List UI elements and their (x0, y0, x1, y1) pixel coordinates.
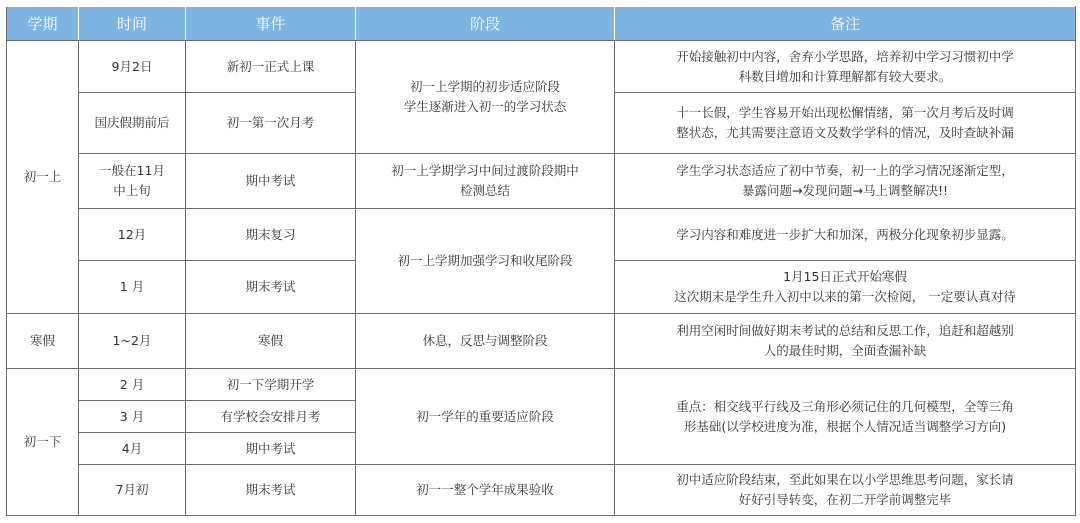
table-row (7, 369, 1076, 401)
time-cell: 1 月 (79, 261, 186, 314)
table-row (7, 154, 1076, 209)
note-line: 形基础(以学校进度为准，根据个人情况适当调整学习方向) (683, 418, 1007, 434)
note-line: 1月15日正式开始寒假 (783, 269, 907, 284)
stage-line: 学生逐渐进入初一的学习状态 (403, 99, 567, 114)
table-row (7, 465, 1076, 516)
header-note: 备注 (615, 7, 1076, 41)
stage-cell: 初一上学期加强学习和收尾阶段 (356, 209, 615, 314)
stage-cell: 休息，反思与调整阶段 (356, 314, 615, 369)
event-cell: 期末考试 (186, 261, 356, 314)
time-cell: 国庆假期前后 (79, 93, 186, 154)
schedule-table (6, 6, 1076, 516)
note-cell (615, 41, 1076, 93)
header-time: 时间 (79, 7, 186, 41)
note-line: 十一长假，学生容易开始出现松懈情绪，第一次月考后及时调 (676, 105, 1014, 120)
event-cell: 期中考试 (186, 433, 356, 465)
note-cell (615, 369, 1076, 465)
note-line: 初中适应阶段结束，至此如果在以小学思维思考问题，家长请 (676, 472, 1014, 487)
note-line: 利用空闲时间做好期末考试的总结和反思工作，追赶和超越别 (676, 323, 1014, 338)
event-cell: 新初一正式上课 (186, 41, 356, 93)
time-cell: 12月 (79, 209, 186, 261)
stage-cell (356, 41, 615, 154)
note-line: 重点：相交线平行线及三角形必须记住的几何模型，全等三角 (676, 398, 1014, 414)
time-cell: 7月初 (79, 465, 186, 516)
time-cell: 9月2日 (79, 41, 186, 93)
note-cell (615, 93, 1076, 154)
event-cell: 期中考试 (186, 154, 356, 209)
time-cell: 2 月 (79, 369, 186, 401)
term-cell: 寒假 (7, 314, 79, 369)
time-cell: 1~2月 (79, 314, 186, 369)
table-row (7, 209, 1076, 261)
event-cell: 期末复习 (186, 209, 356, 261)
note-cell (615, 465, 1076, 516)
note-line: 整状态，尤其需要注意语文及数学学科的情况，及时查缺补漏 (676, 125, 1014, 140)
time-cell (79, 154, 186, 209)
time-cell: 3 月 (79, 401, 186, 433)
stage-line: 初一上学期学习中间过渡阶段期中 (391, 163, 579, 178)
term-cell: 初一下 (7, 369, 79, 516)
header-term: 学期 (7, 7, 79, 41)
note-line: 学生学习状态适应了初中节奏，初一上的学习情况逐渐定型， (676, 163, 1014, 178)
header-row (7, 7, 1076, 41)
stage-cell: 初一学年的重要适应阶段 (356, 369, 615, 465)
event-cell: 初一下学期开学 (186, 369, 356, 401)
note-line: 人的最佳时期，全面查漏补缺 (763, 343, 927, 358)
note-line: 开始接触初中内容，舍弃小学思路，培养初中学习习惯初中学 (676, 48, 1014, 64)
event-cell: 有学校会安排月考 (186, 401, 356, 433)
note-line: 好好引导转变，在初二开学前调整完毕 (738, 492, 952, 507)
event-cell: 期末考试 (186, 465, 356, 516)
note-cell (615, 154, 1076, 209)
table-row (7, 41, 1076, 93)
time-cell: 4月 (79, 433, 186, 465)
note-line: 暴露问题→发现问题→马上调整解决!! (742, 183, 948, 198)
stage-cell: 初一一整个学年成果验收 (356, 465, 615, 516)
note-cell: 学习内容和难度进一步扩大和加深，两极分化现象初步显露。 (615, 209, 1076, 261)
time-line: 中上旬 (113, 183, 151, 198)
note-cell (615, 261, 1076, 314)
event-cell: 寒假 (186, 314, 356, 369)
stage-cell (356, 154, 615, 209)
stage-line: 初一上学期的初步适应阶段 (409, 79, 560, 94)
header-stage: 阶段 (356, 7, 615, 41)
term-cell: 初一上 (7, 41, 79, 314)
header-event: 事件 (186, 7, 356, 41)
note-line: 这次期末是学生升入初中以来的第一次检阅， 一定要认真对待 (674, 289, 1016, 304)
event-cell: 初一第一次月考 (186, 93, 356, 154)
stage-line: 检测总结 (459, 183, 510, 198)
note-line: 科数目增加和计算理解都有较大要求。 (738, 68, 952, 84)
time-line: 一般在11月 (99, 163, 165, 178)
table-row (7, 314, 1076, 369)
note-cell (615, 314, 1076, 369)
